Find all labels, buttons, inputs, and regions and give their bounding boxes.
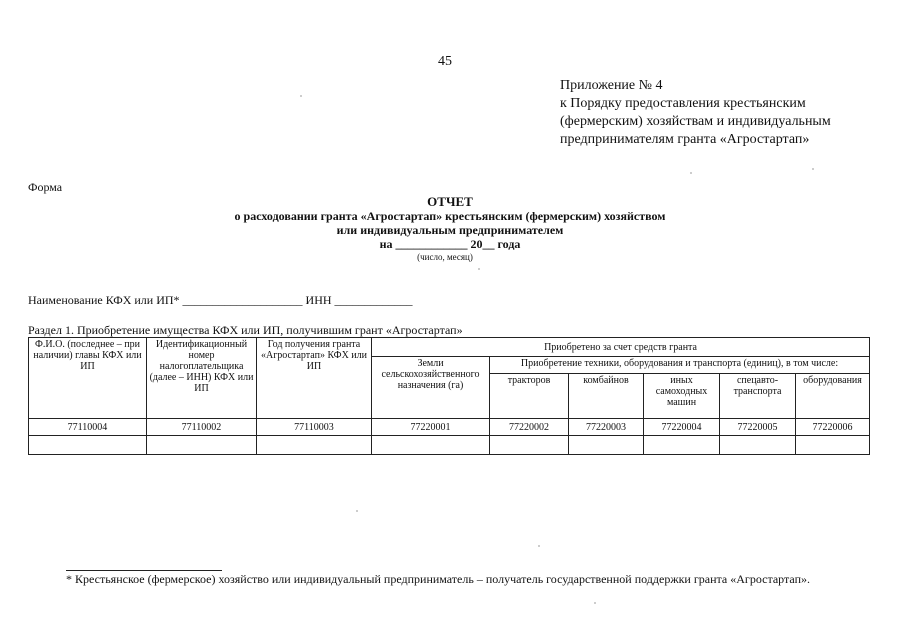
appendix-line: предпринимателям гранта «Агростартап»	[560, 132, 810, 147]
scan-speck	[594, 602, 596, 604]
empty-cell	[147, 436, 257, 455]
title-line: о расходовании гранта «Агростартап» крестьянским (фермерским) хозяйством	[234, 209, 666, 223]
page-number: 45	[438, 54, 452, 69]
scan-speck	[478, 268, 480, 270]
header-other-equipment: оборудования	[796, 374, 870, 419]
empty-cell	[490, 436, 569, 455]
scan-speck	[300, 95, 302, 97]
title-date-line: на ____________ 20__ года	[379, 237, 521, 251]
header-acquired: Приобретено за счет средств гранта	[372, 338, 870, 357]
code-cell: 77220001	[372, 419, 490, 436]
header-land: Земли сельскохозяйственного назначения (га)	[372, 357, 490, 419]
empty-cell	[569, 436, 644, 455]
empty-cell	[29, 436, 147, 455]
scan-speck	[356, 510, 358, 512]
date-hint: (число, месяц)	[417, 252, 473, 262]
header-other-machines: иных самоходных машин	[644, 374, 720, 419]
section-title: Раздел 1. Приобретение имущества КФХ или ИП, получившим грант «Агростартап»	[28, 323, 463, 337]
code-cell: 77220006	[796, 419, 870, 436]
header-equipment: Приобретение техники, оборудования и транспорта (единиц), в том числе:	[490, 357, 870, 374]
title-line: ОТЧЕТ	[427, 194, 473, 209]
report-table	[28, 337, 870, 455]
footnote: * Крестьянское (фермерское) хозяйство или индивидуальный предприниматель – получатель государственной поддержки гранта «Агростартап».	[66, 572, 810, 586]
code-cell: 77110004	[29, 419, 147, 436]
footnote-rule	[66, 570, 222, 571]
code-cell: 77220004	[644, 419, 720, 436]
code-cell: 77220005	[720, 419, 796, 436]
header-fio: Ф.И.О. (последнее – при наличии) главы КФХ или ИП	[29, 338, 147, 419]
header-special-transport: спецавто-транспорта	[720, 374, 796, 419]
empty-cell	[720, 436, 796, 455]
empty-cell	[796, 436, 870, 455]
appendix-line: Приложение № 4	[560, 78, 663, 93]
header-inn: Идентификационный номер налогоплательщика (далее – ИНН) КФХ или ИП	[147, 338, 257, 419]
header-combines: комбайнов	[569, 374, 644, 419]
scan-speck	[812, 168, 814, 170]
table-row-empty	[29, 436, 870, 455]
empty-cell	[257, 436, 372, 455]
form-label: Форма	[28, 180, 63, 194]
appendix-block	[560, 77, 831, 149]
header-tractors: тракторов	[490, 374, 569, 419]
code-cell: 77220003	[569, 419, 644, 436]
empty-cell	[644, 436, 720, 455]
empty-cell	[372, 436, 490, 455]
code-cell: 77110003	[257, 419, 372, 436]
code-cell: 77110002	[147, 419, 257, 436]
appendix-line: (фермерским) хозяйствам и индивидуальным	[560, 114, 831, 129]
header-grant-year: Год получения гранта «Агростартап» КФХ или ИП	[257, 338, 372, 419]
code-cell: 77220002	[490, 419, 569, 436]
report-title	[100, 195, 800, 263]
name-inn-line: Наименование КФХ или ИП* ____________________ ИНН _____________	[28, 293, 413, 307]
appendix-line: к Порядку предоставления крестьянским	[560, 96, 806, 111]
title-line: или индивидуальным предпринимателем	[336, 223, 564, 237]
scan-speck	[690, 172, 692, 174]
scan-speck	[538, 545, 540, 547]
